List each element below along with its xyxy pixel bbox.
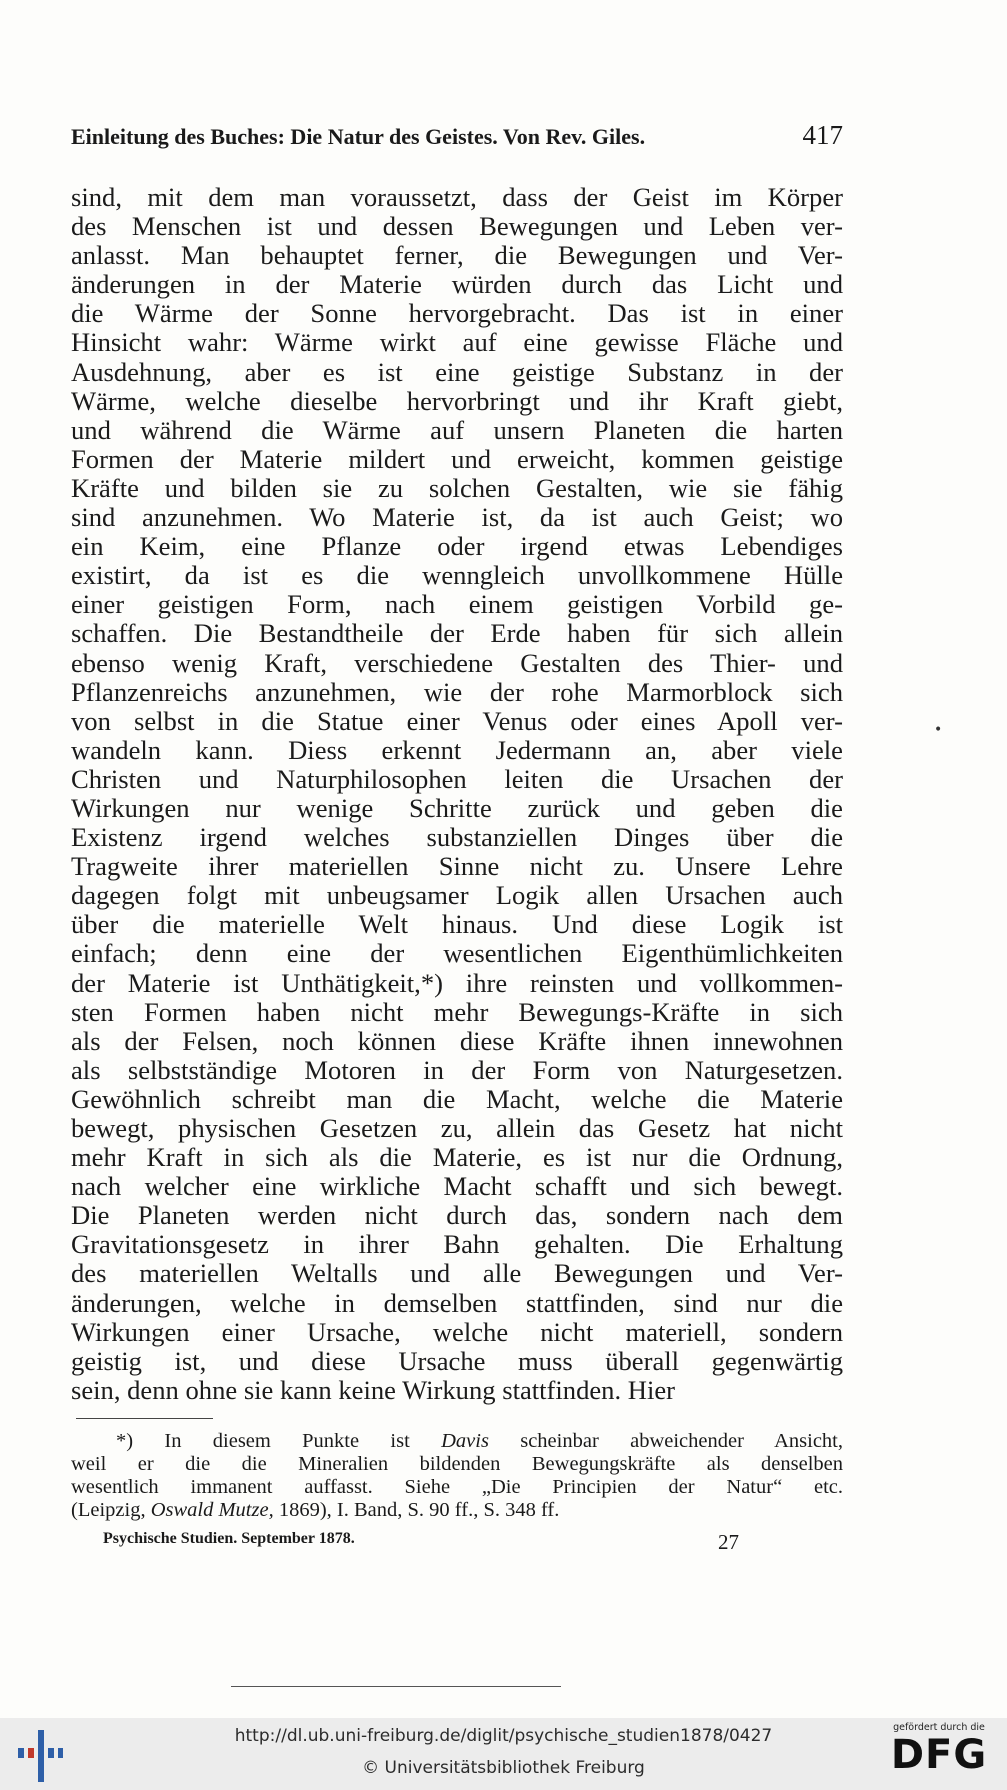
body-line: ein Keim, eine Pflanze oder irgend etwas Lebendiges <box>71 532 843 562</box>
body-line: anlasst. Man behauptet ferner, die Bewegungen und Ver- <box>71 241 843 271</box>
body-line: sten Formen haben nicht mehr Bewegungs-Kräfte in sich <box>71 997 843 1027</box>
footnote-line: (Leipzig, Oswald Mutze, 1869), I. Band, S. 90 ff., S. 348 ff. <box>71 1499 560 1521</box>
footnote <box>71 1430 843 1522</box>
body-line: sein, denn ohne sie kann keine Wirkung stattfinden. Hier <box>71 1375 676 1405</box>
body-line: Wirkungen einer Ursache, welche nicht materiell, sondern <box>71 1317 843 1347</box>
body-line: Gewöhnlich schreibt man die Macht, welche die Materie <box>71 1084 843 1114</box>
body-line: von selbst in die Statue einer Venus oder eines Apoll ver- <box>71 706 843 736</box>
running-header <box>71 120 843 151</box>
footnote-line: *) In diesem Punkte ist Davis scheinbar abweichender Ansicht, <box>116 1430 843 1452</box>
body-line: einfach; denn eine der wesentlichen Eigenthümlichkeiten <box>71 939 843 969</box>
dfg-tagline: gefördert durch die <box>893 1722 985 1733</box>
body-line: über die materielle Welt hinaus. Und diese Logik ist <box>71 910 843 940</box>
permalink-url[interactable]: http://dl.ub.uni-freiburg.de/diglit/psychische_studien1878/0427 <box>234 1726 773 1746</box>
dfg-logo <box>883 1722 995 1777</box>
body-text <box>71 183 843 1405</box>
body-line: Ausdehnung, aber es ist eine geistige Substanz in der <box>71 357 843 387</box>
body-line: Kräfte und bilden sie zu solchen Gestalten, wie sie fähig <box>71 473 843 503</box>
footnote-publisher: Oswald Mutze, <box>150 1499 274 1521</box>
footnote-line: wesentlich immanent auffasst. Siehe „Die Principien der Natur“ etc. <box>71 1476 843 1498</box>
body-line: Wärme, welche dieselbe hervorbringt und ihr Kraft giebt, <box>71 386 843 416</box>
body-line: wandeln kann. Diess erkennt Jedermann an, aber viele <box>71 735 843 765</box>
body-line: existirt, da ist es die wenngleich unvollkommene Hülle <box>71 561 843 591</box>
body-line: nach welcher eine wirkliche Macht schafft und sich bewegt. <box>71 1172 843 1202</box>
footnote-line: weil er die die Mineralien bildenden Bewegungskräfte als denselben <box>71 1453 843 1475</box>
body-line: sind, mit dem man voraussetzt, dass der Geist im Körper <box>71 183 843 212</box>
body-line: Pflanzenreichs anzunehmen, wie der rohe Marmorblock sich <box>71 677 843 707</box>
body-line: Hinsicht wahr: Wärme wirkt auf eine gewisse Fläche und <box>71 328 843 358</box>
dfg-logo-text: DFG <box>890 1732 988 1778</box>
sheet-number: 27 <box>718 1530 739 1554</box>
body-line: bewegt, physischen Gesetzen zu, allein das Gesetz hat nicht <box>71 1114 843 1143</box>
body-line: änderungen in der Materie würden durch das Licht und <box>71 270 843 300</box>
journal-name: Psychische Studien. September 1878. <box>103 1530 355 1547</box>
body-line: dagegen folgt mit unbeugsamer Logik allen Ursachen auch <box>71 881 843 911</box>
body-line: Tragweite ihrer materiellen Sinne nicht zu. Unsere Lehre <box>71 852 843 882</box>
running-title: Einleitung des Buches: Die Natur des Geistes. Von Rev. Giles. <box>71 124 646 149</box>
footnote-book-title: „Die Principien der Natur“ <box>481 1476 783 1498</box>
body-line: Gravitationsgesetz in ihrer Bahn gehalten. Die Erhaltung <box>71 1230 843 1260</box>
bottom-rule <box>231 1686 561 1687</box>
footnote-rule <box>76 1418 213 1419</box>
body-line: schaffen. Die Bestandtheile der Erde haben für sich allein <box>71 619 843 649</box>
body-line: einer geistigen Form, nach einem geistigen Vorbild ge- <box>71 590 843 620</box>
printer-signature <box>103 1530 739 1555</box>
body-line: des materiellen Weltalls und alle Bewegungen und Ver- <box>71 1259 843 1289</box>
body-line: Formen der Materie mildert und erweicht, kommen geistige <box>71 444 843 474</box>
footer-bar <box>0 1718 1007 1790</box>
body-line: mehr Kraft in sich als die Materie, es ist nur die Ordnung, <box>71 1143 843 1173</box>
body-line: ebenso wenig Kraft, verschiedene Gestalten des Thier- und <box>71 648 843 678</box>
page-number: 417 <box>802 120 843 150</box>
body-line: sind anzunehmen. Wo Materie ist, da ist auch Geist; wo <box>71 503 843 533</box>
body-line: geistig ist, und diese Ursache muss überall gegenwärtig <box>71 1346 843 1376</box>
body-line: Wirkungen nur wenige Schritte zurück und geben die <box>71 793 843 823</box>
body-line: als der Felsen, noch können diese Kräfte ihnen innewohnen <box>71 1026 843 1056</box>
footnote-marker: *) <box>116 1430 134 1452</box>
body-line: des Menschen ist und dessen Bewegungen und Leben ver- <box>71 212 843 242</box>
body-line: als selbstständige Motoren in der Form von Naturgesetzen. <box>71 1055 843 1085</box>
body-line: Christen und Naturphilosophen leiten die Ursachen der <box>71 764 843 794</box>
body-line: Die Planeten werden nicht durch das, sondern nach dem <box>71 1201 843 1231</box>
body-line: die Wärme der Sonne hervorgebracht. Das ist in einer <box>71 299 843 329</box>
footnote-author: Davis <box>441 1430 489 1452</box>
body-line: der Materie ist Unthätigkeit,*) ihre reinsten und vollkommen- <box>71 968 843 998</box>
stray-mark: • <box>934 722 943 738</box>
body-line: Existenz irgend welches substanziellen Dinges über die <box>71 823 843 853</box>
copyright-notice: © Universitätsbibliothek Freiburg <box>362 1758 645 1778</box>
body-line: und während die Wärme auf unsern Planeten die harten <box>71 415 843 445</box>
body-line: änderungen, welche in demselben stattfinden, sind nur die <box>71 1288 843 1318</box>
